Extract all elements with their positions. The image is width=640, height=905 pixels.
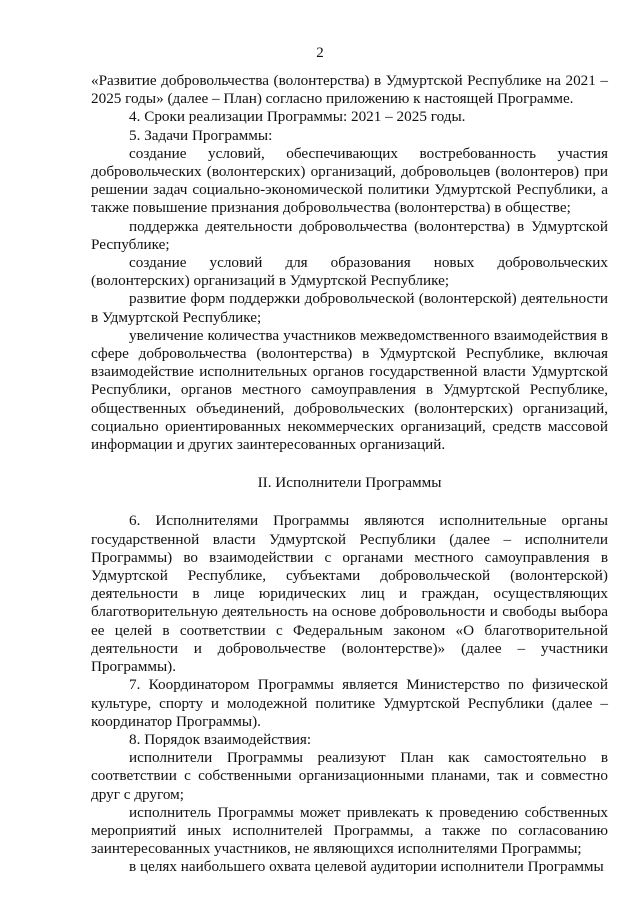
paragraph-section-4: 4. Сроки реализации Программы: 2021 – 2025 годы. [129,108,466,126]
section-heading: II. Исполнители Программы [257,474,442,492]
paragraph-plan-title: «Развитие добровольчества (волонтерства) в Удмуртской Республике на 2021 – 2025 годы» (далее – План) согласно приложению к настоящей Программе. [91,72,608,108]
paragraph-task-3: создание условий для образования новых добровольческих (волонтерских) организаций в Удмуртской Республике; [91,254,608,290]
paragraph-section-6: 6. Исполнителями Программы являются исполнительные органы государственной власти Удмуртской Республики (далее – исполнители Программы) во взаимодействии с органами местного самоуправления в Удмуртской Республике, субъектами добровольческой (волонтерской) деятельности в лице юридических лиц и граждан, осуществляющих благотворительную деятельность на основе добровольности и свободы выбора ее целей в соответствии с Федеральным законом «О благотворительной деятельности и добровольчестве (волонтерстве)» (далее – участники Программы). [91,512,608,676]
paragraph-task-1: создание условий, обеспечивающих востребованность участия добровольческих (волонтерских) организаций, добровольцев (волонтеров) при решении задач социально-экономической политики Удмуртской Республики, а также повышение признания добровольчества (волонтерства) в обществе; [91,144,608,217]
page-number: 2 [316,45,324,61]
section-two-paragraphs [91,512,608,876]
paragraph-section-5: 5. Задачи Программы: [129,126,273,144]
paragraph-order-2: исполнитель Программы может привлекать к проведению собственных мероприятий иных исполнителей Программы, а также по согласованию заинтересованных участников, не являющихся исполнителями Программы; [91,803,608,858]
paragraph-section-8: 8. Порядок взаимодействия: [129,730,312,748]
paragraph-task-5: увеличение количества участников межведомственного взаимодействия в сфере добровольчества (волонтерства) в Удмуртской Республике, включая взаимодействие исполнительных органов государственной власти Удмуртской Республики, органов местного самоуправления в Удмуртской Республике, общественных объединений, добровольческих (волонтерских) организаций, социально ориентированных некоммерческих организаций, средств массовой информации и других заинтересованных организаций. [91,326,608,454]
paragraph-task-2: поддержка деятельности добровольчества (волонтерства) в Удмуртской Республике; [91,217,608,253]
paragraph-order-1: исполнители Программы реализуют План как самостоятельно в соответствии с собственными организационными планами, так и совместно друг с другом; [91,749,608,803]
paragraph-task-4: развитие форм поддержки добровольческой (волонтерской) деятельности в Удмуртской Республике; [91,290,608,326]
section-one-paragraphs [91,72,608,454]
document-body [91,72,608,877]
paragraph-section-7: 7. Координатором Программы является Министерство по физической культуре, спорту и молодежной политике Удмуртской Республики (далее – координатор Программы). [91,676,608,730]
paragraph-order-3: в целях наибольшего охвата целевой аудитории исполнители Программы [129,858,604,876]
